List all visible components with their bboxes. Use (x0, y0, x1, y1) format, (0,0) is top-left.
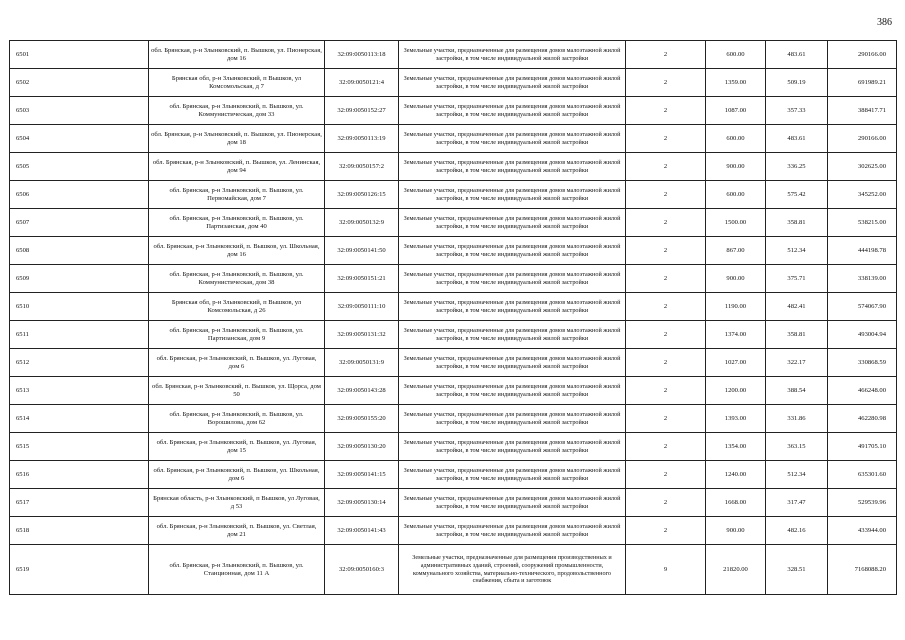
record-number-cell: 6513 (10, 377, 149, 405)
use-group-cell: 9 (626, 545, 706, 595)
specific-value-cell: 482.41 (766, 293, 828, 321)
address-cell: обл. Брянская, р-н Злынковский, п. Вышков, ул. Первомайская, дом 7 (149, 181, 325, 209)
table-row (10, 489, 897, 517)
table-row (10, 265, 897, 293)
cadastral-number-cell: 32:09:0050130:14 (325, 489, 399, 517)
land-use-cell: Земельные участки, предназначенные для размещения домов малоэтажной жилой застройки, в том числе индивидуальной жилой застройки (399, 97, 626, 125)
use-group-cell: 2 (626, 461, 706, 489)
land-use-cell: Земельные участки, предназначенные для размещения домов малоэтажной жилой застройки, в том числе индивидуальной жилой застройки (399, 377, 626, 405)
use-group-cell: 2 (626, 97, 706, 125)
specific-value-cell: 388.54 (766, 377, 828, 405)
area-cell: 867.00 (706, 237, 766, 265)
area-cell: 900.00 (706, 517, 766, 545)
cadastral-value-cell: 330868.59 (828, 349, 897, 377)
table-row (10, 321, 897, 349)
table-row (10, 377, 897, 405)
cadastral-number-cell: 32:09:0050151:21 (325, 265, 399, 293)
specific-value-cell: 483.61 (766, 41, 828, 69)
cadastral-number-cell: 32:09:0050131:32 (325, 321, 399, 349)
specific-value-cell: 357.33 (766, 97, 828, 125)
use-group-cell: 2 (626, 237, 706, 265)
specific-value-cell: 375.71 (766, 265, 828, 293)
land-use-cell: Земельные участки, предназначенные для размещения домов малоэтажной жилой застройки, в том числе индивидуальной жилой застройки (399, 209, 626, 237)
cadastral-value-cell: 433944.00 (828, 517, 897, 545)
table-row (10, 349, 897, 377)
cadastral-number-cell: 32:09:0050111:10 (325, 293, 399, 321)
table-row (10, 69, 897, 97)
land-use-cell: Земельные участки, предназначенные для размещения домов малоэтажной жилой застройки, в том числе индивидуальной жилой застройки (399, 69, 626, 97)
table-row (10, 125, 897, 153)
cadastral-number-cell: 32:09:0050141:43 (325, 517, 399, 545)
address-cell: Брянская область, р-н Злынковский, п Вышков, ул Луговая, д 53 (149, 489, 325, 517)
specific-value-cell: 358.81 (766, 321, 828, 349)
area-cell: 1374.00 (706, 321, 766, 349)
address-cell: обл. Брянская, р-н Злынковский, п. Вышков, ул. Светлая, дом 21 (149, 517, 325, 545)
use-group-cell: 2 (626, 265, 706, 293)
cadastral-value-cell: 290166.00 (828, 125, 897, 153)
land-use-cell: Земельные участки, предназначенные для размещения домов малоэтажной жилой застройки, в том числе индивидуальной жилой застройки (399, 237, 626, 265)
cadastral-number-cell: 32:09:0050132:9 (325, 209, 399, 237)
use-group-cell: 2 (626, 153, 706, 181)
use-group-cell: 2 (626, 433, 706, 461)
land-use-cell: Земельные участки, предназначенные для размещения домов малоэтажной жилой застройки, в том числе индивидуальной жилой застройки (399, 349, 626, 377)
record-number-cell: 6515 (10, 433, 149, 461)
land-use-cell: Земельные участки, предназначенные для размещения домов малоэтажной жилой застройки, в том числе индивидуальной жилой застройки (399, 321, 626, 349)
land-use-cell: Земельные участки, предназначенные для размещения домов малоэтажной жилой застройки, в том числе индивидуальной жилой застройки (399, 461, 626, 489)
record-number-cell: 6512 (10, 349, 149, 377)
table-row (10, 517, 897, 545)
land-use-cell: Земельные участки, предназначенные для размещения домов малоэтажной жилой застройки, в том числе индивидуальной жилой застройки (399, 489, 626, 517)
specific-value-cell: 317.47 (766, 489, 828, 517)
cadastral-value-cell: 290166.00 (828, 41, 897, 69)
address-cell: обл. Брянская, р-н Злынковский, п. Вышков, ул. Пионерская, дом 18 (149, 125, 325, 153)
specific-value-cell: 509.19 (766, 69, 828, 97)
address-cell: обл. Брянская, р-н Злынковский, п. Вышков, ул. Школьная, дом 6 (149, 461, 325, 489)
address-cell: обл. Брянская, р-н Злынковский, п. Вышков, ул. Партизанская, дом 9 (149, 321, 325, 349)
record-number-cell: 6504 (10, 125, 149, 153)
address-cell: Брянская обл, р-н Злынковский, п Вышков, ул Комсомольская, д 7 (149, 69, 325, 97)
cadastral-value-cell: 574067.90 (828, 293, 897, 321)
address-cell: обл. Брянская, р-н Злынковский, п. Вышков, ул. Коммунистическая, дом 38 (149, 265, 325, 293)
land-registry-table (9, 40, 897, 595)
table-row (10, 545, 897, 595)
specific-value-cell: 512.34 (766, 237, 828, 265)
area-cell: 1027.00 (706, 349, 766, 377)
area-cell: 1393.00 (706, 405, 766, 433)
land-use-cell: Земельные участки, предназначенные для размещения домов малоэтажной жилой застройки, в том числе индивидуальной жилой застройки (399, 125, 626, 153)
table-row (10, 97, 897, 125)
record-number-cell: 6502 (10, 69, 149, 97)
table-row (10, 405, 897, 433)
use-group-cell: 2 (626, 69, 706, 97)
area-cell: 900.00 (706, 265, 766, 293)
use-group-cell: 2 (626, 41, 706, 69)
table-row (10, 41, 897, 69)
cadastral-number-cell: 32:09:0050121:4 (325, 69, 399, 97)
address-cell: обл. Брянская, р-н Злынковский, п. Вышков, ул. Ленинская, дом 94 (149, 153, 325, 181)
cadastral-value-cell: 691989.21 (828, 69, 897, 97)
use-group-cell: 2 (626, 321, 706, 349)
record-number-cell: 6503 (10, 97, 149, 125)
record-number-cell: 6510 (10, 293, 149, 321)
table-row (10, 461, 897, 489)
area-cell: 900.00 (706, 153, 766, 181)
address-cell: обл. Брянская, р-н Злынковский, п. Вышков, ул. Щорса, дом 50 (149, 377, 325, 405)
specific-value-cell: 482.16 (766, 517, 828, 545)
table-row (10, 293, 897, 321)
cadastral-number-cell: 32:09:0050155:20 (325, 405, 399, 433)
land-use-cell: Земельные участки, предназначенные для размещения домов малоэтажной жилой застройки, в том числе индивидуальной жилой застройки (399, 265, 626, 293)
use-group-cell: 2 (626, 489, 706, 517)
specific-value-cell: 358.81 (766, 209, 828, 237)
address-cell: Брянская обл, р-н Злынковский, п Вышков, ул Комсомольская, д 26 (149, 293, 325, 321)
use-group-cell: 2 (626, 377, 706, 405)
page-number: 386 (877, 17, 892, 28)
address-cell: обл. Брянская, р-н Злынковский, п. Вышков, ул. Ворошилова, дом 62 (149, 405, 325, 433)
cadastral-value-cell: 444198.78 (828, 237, 897, 265)
land-use-cell: Земельные участки, предназначенные для размещения домов малоэтажной жилой застройки, в том числе индивидуальной жилой застройки (399, 153, 626, 181)
address-cell: обл. Брянская, р-н Злынковский, п. Вышков, ул. Станционная, дом 11 А (149, 545, 325, 595)
specific-value-cell: 483.61 (766, 125, 828, 153)
record-number-cell: 6514 (10, 405, 149, 433)
land-use-cell: Земельные участки, предназначенные для размещения домов малоэтажной жилой застройки, в том числе индивидуальной жилой застройки (399, 405, 626, 433)
cadastral-number-cell: 32:09:0050113:19 (325, 125, 399, 153)
record-number-cell: 6519 (10, 545, 149, 595)
cadastral-number-cell: 32:09:0050157:2 (325, 153, 399, 181)
cadastral-value-cell: 7168088.20 (828, 545, 897, 595)
record-number-cell: 6517 (10, 489, 149, 517)
specific-value-cell: 331.86 (766, 405, 828, 433)
address-cell: обл. Брянская, р-н Злынковский, п. Вышков, ул. Луговая, дом 6 (149, 349, 325, 377)
cadastral-value-cell: 338139.00 (828, 265, 897, 293)
cadastral-value-cell: 345252.00 (828, 181, 897, 209)
land-use-cell: Земельные участки, предназначенные для размещения домов малоэтажной жилой застройки, в том числе индивидуальной жилой застройки (399, 433, 626, 461)
area-cell: 1240.00 (706, 461, 766, 489)
land-use-cell: Земельные участки, предназначенные для размещения производственных и административных зданий, строений, сооружений промышленности, коммунального хозяйства, материально-технического, продовольственного снабжения, сбыта и заготовок (399, 545, 626, 595)
area-cell: 1190.00 (706, 293, 766, 321)
use-group-cell: 2 (626, 293, 706, 321)
cadastral-value-cell: 302625.00 (828, 153, 897, 181)
cadastral-number-cell: 32:09:0050160:3 (325, 545, 399, 595)
area-cell: 600.00 (706, 41, 766, 69)
area-cell: 21820.00 (706, 545, 766, 595)
address-cell: обл. Брянская, р-н Злынковский, п. Вышков, ул. Луговая, дом 15 (149, 433, 325, 461)
address-cell: обл. Брянская, р-н Злынковский, п. Вышков, ул. Пионерская, дом 16 (149, 41, 325, 69)
use-group-cell: 2 (626, 181, 706, 209)
cadastral-value-cell: 466248.00 (828, 377, 897, 405)
cadastral-value-cell: 493004.94 (828, 321, 897, 349)
cadastral-value-cell: 462280.98 (828, 405, 897, 433)
record-number-cell: 6501 (10, 41, 149, 69)
use-group-cell: 2 (626, 405, 706, 433)
address-cell: обл. Брянская, р-н Злынковский, п. Вышков, ул. Школьная, дом 16 (149, 237, 325, 265)
area-cell: 1359.00 (706, 69, 766, 97)
cadastral-number-cell: 32:09:0050113:18 (325, 41, 399, 69)
table-row (10, 181, 897, 209)
use-group-cell: 2 (626, 125, 706, 153)
land-use-cell: Земельные участки, предназначенные для размещения домов малоэтажной жилой застройки, в том числе индивидуальной жилой застройки (399, 517, 626, 545)
specific-value-cell: 328.51 (766, 545, 828, 595)
use-group-cell: 2 (626, 209, 706, 237)
cadastral-number-cell: 32:09:0050131:9 (325, 349, 399, 377)
land-use-cell: Земельные участки, предназначенные для размещения домов малоэтажной жилой застройки, в том числе индивидуальной жилой застройки (399, 41, 626, 69)
table-row (10, 209, 897, 237)
cadastral-value-cell: 635301.60 (828, 461, 897, 489)
table-row (10, 153, 897, 181)
area-cell: 1500.00 (706, 209, 766, 237)
area-cell: 1200.00 (706, 377, 766, 405)
address-cell: обл. Брянская, р-н Злынковский, п. Вышков, ул. Коммунистическая, дом 33 (149, 97, 325, 125)
record-number-cell: 6507 (10, 209, 149, 237)
cadastral-value-cell: 388417.71 (828, 97, 897, 125)
cadastral-value-cell: 491705.10 (828, 433, 897, 461)
specific-value-cell: 336.25 (766, 153, 828, 181)
table-row (10, 237, 897, 265)
area-cell: 1668.00 (706, 489, 766, 517)
area-cell: 1087.00 (706, 97, 766, 125)
area-cell: 600.00 (706, 181, 766, 209)
use-group-cell: 2 (626, 349, 706, 377)
cadastral-number-cell: 32:09:0050141:50 (325, 237, 399, 265)
record-number-cell: 6506 (10, 181, 149, 209)
specific-value-cell: 322.17 (766, 349, 828, 377)
cadastral-number-cell: 32:09:0050152:27 (325, 97, 399, 125)
cadastral-number-cell: 32:09:0050126:15 (325, 181, 399, 209)
use-group-cell: 2 (626, 517, 706, 545)
specific-value-cell: 575.42 (766, 181, 828, 209)
record-number-cell: 6508 (10, 237, 149, 265)
address-cell: обл. Брянская, р-н Злынковский, п. Вышков, ул. Партизанская, дом 40 (149, 209, 325, 237)
cadastral-number-cell: 32:09:0050141:15 (325, 461, 399, 489)
record-number-cell: 6509 (10, 265, 149, 293)
table-row (10, 433, 897, 461)
record-number-cell: 6518 (10, 517, 149, 545)
table-body (10, 41, 897, 595)
cadastral-value-cell: 529539.96 (828, 489, 897, 517)
record-number-cell: 6516 (10, 461, 149, 489)
cadastral-number-cell: 32:09:0050143:28 (325, 377, 399, 405)
land-use-cell: Земельные участки, предназначенные для размещения домов малоэтажной жилой застройки, в том числе индивидуальной жилой застройки (399, 293, 626, 321)
cadastral-value-cell: 538215.00 (828, 209, 897, 237)
record-number-cell: 6511 (10, 321, 149, 349)
land-use-cell: Земельные участки, предназначенные для размещения домов малоэтажной жилой застройки, в том числе индивидуальной жилой застройки (399, 181, 626, 209)
area-cell: 1354.00 (706, 433, 766, 461)
record-number-cell: 6505 (10, 153, 149, 181)
cadastral-number-cell: 32:09:0050130:20 (325, 433, 399, 461)
specific-value-cell: 512.34 (766, 461, 828, 489)
area-cell: 600.00 (706, 125, 766, 153)
specific-value-cell: 363.15 (766, 433, 828, 461)
